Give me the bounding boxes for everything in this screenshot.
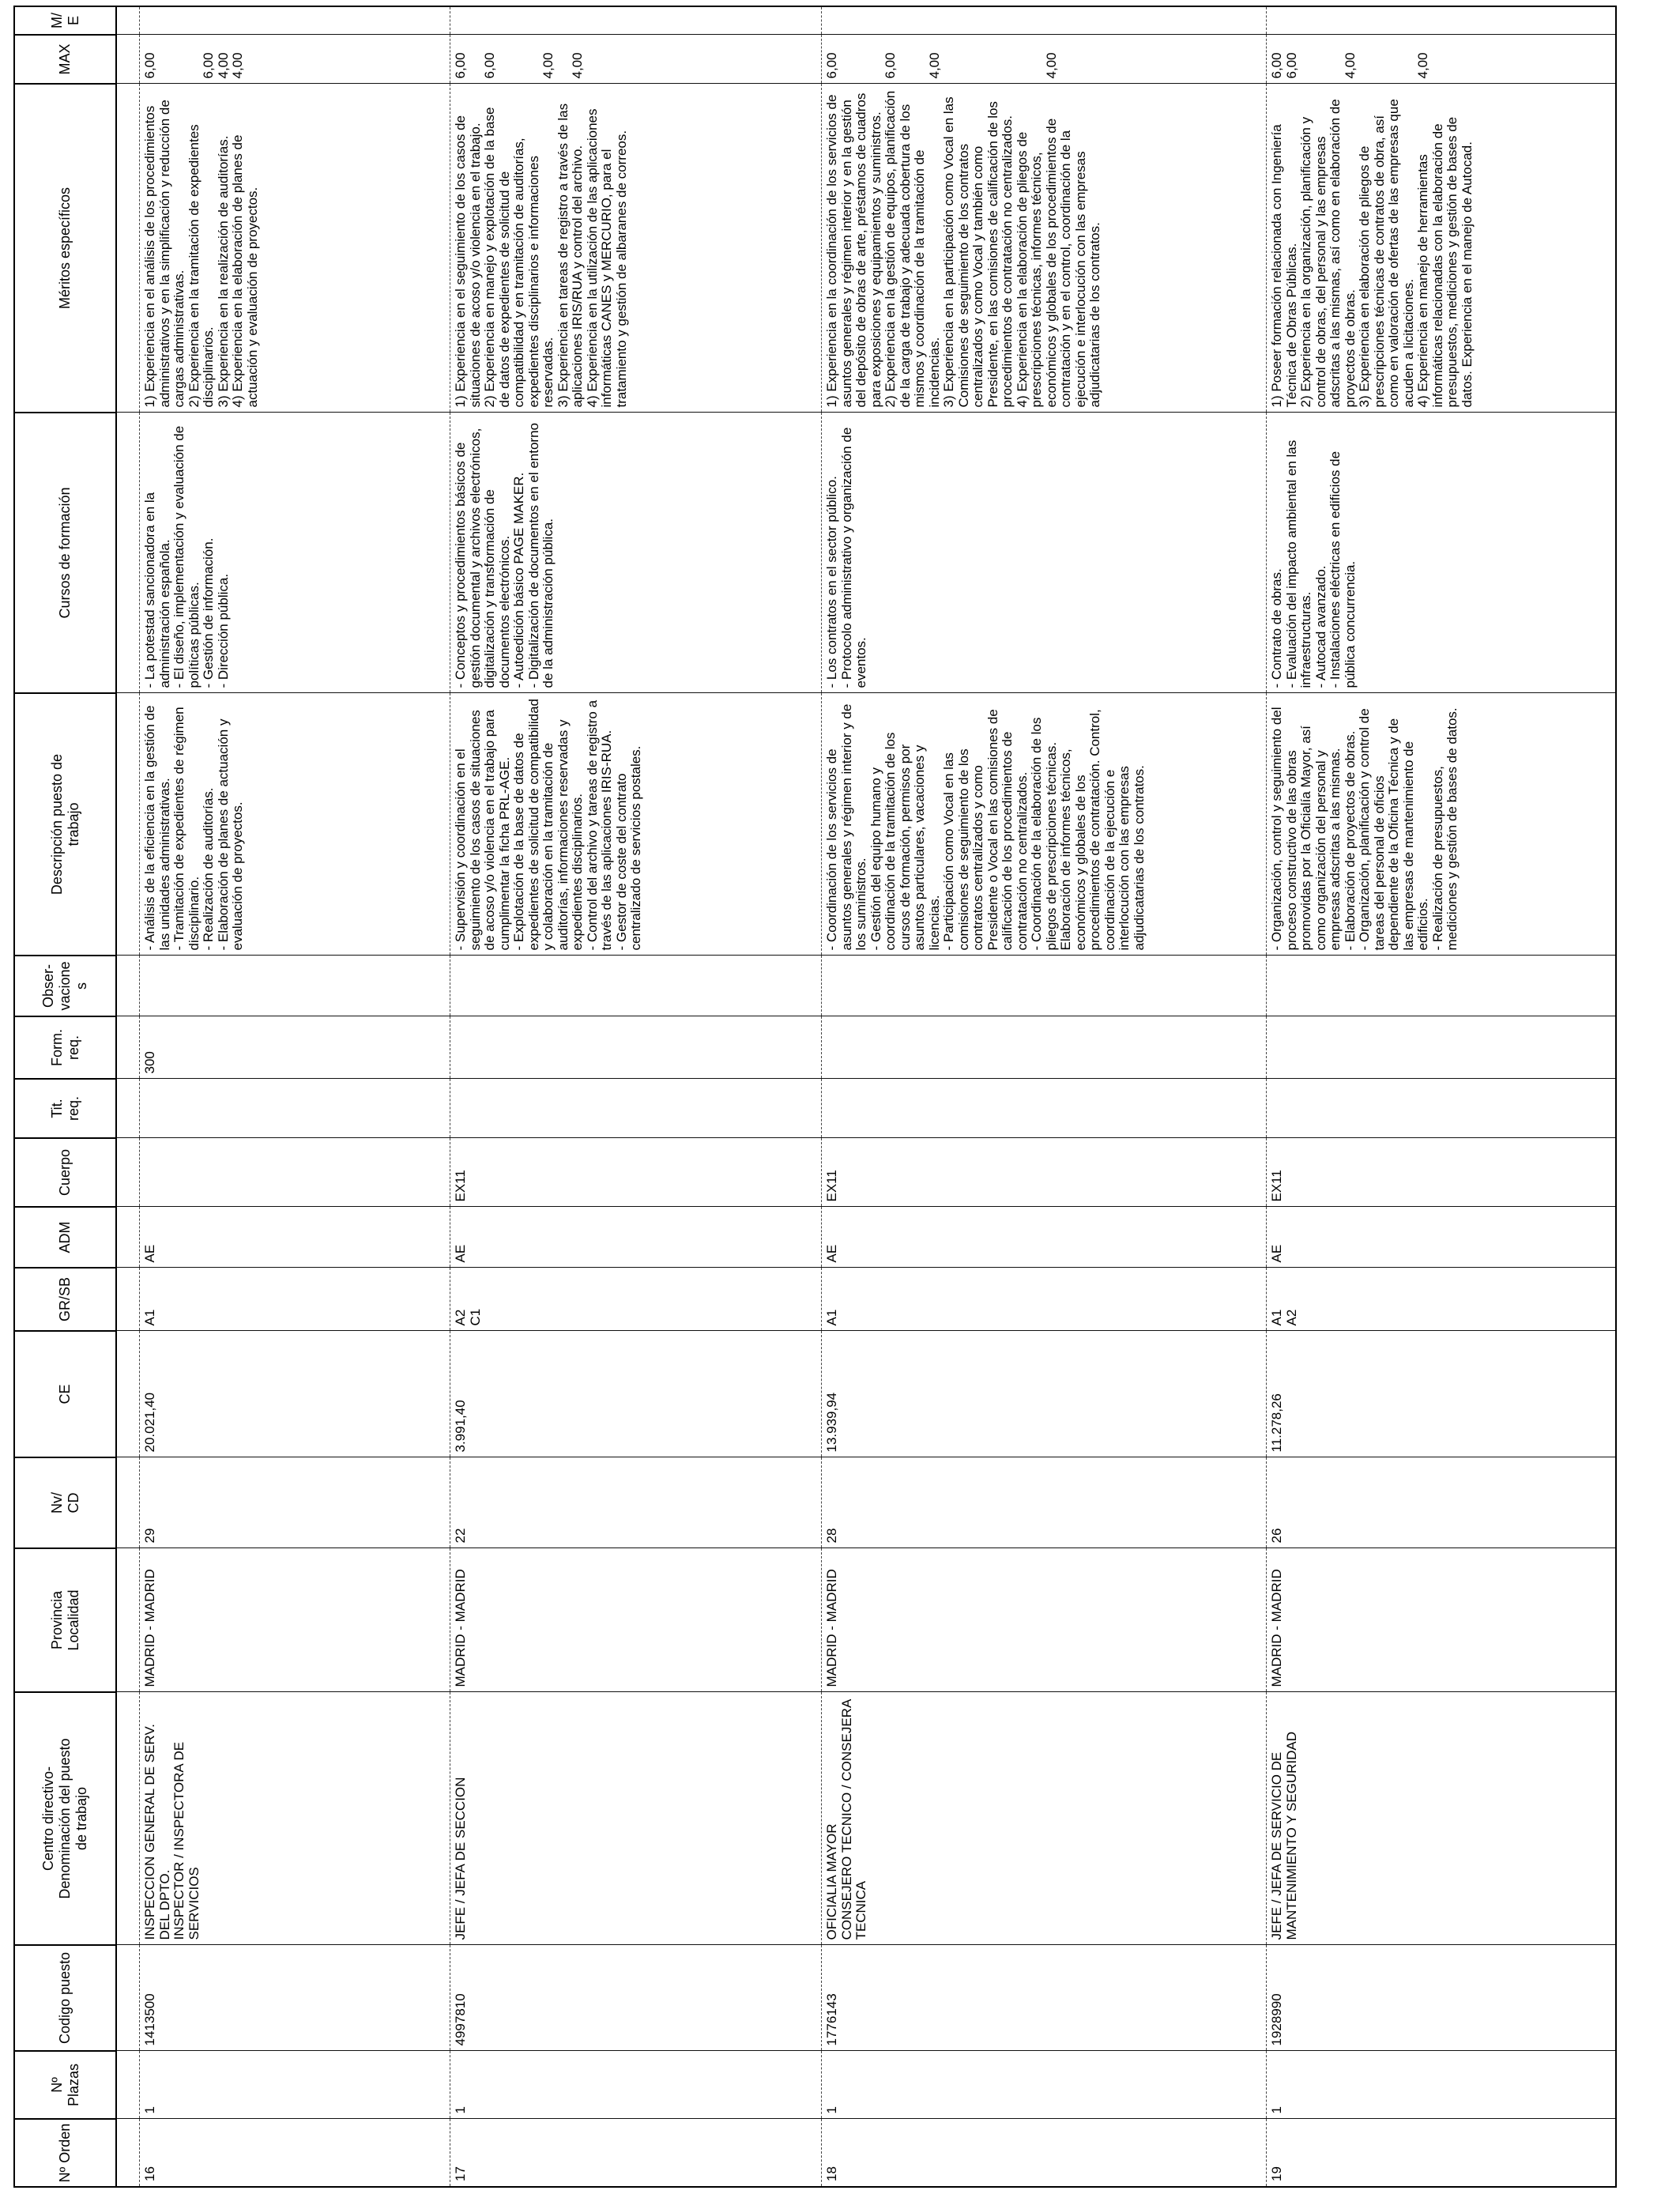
header-descripcion: Descripción puesto de trabajo <box>14 693 116 956</box>
max-score <box>469 40 484 79</box>
cell-titulacion <box>1267 1079 1616 1138</box>
cell-provincia <box>140 1548 450 1692</box>
value-provincia: MADRID - MADRID <box>453 1569 468 1687</box>
max-score <box>1299 40 1314 79</box>
value-formacion: 300 <box>142 1051 157 1074</box>
header-provincia: Provincia Localidad <box>14 1548 116 1692</box>
value-adm: AE <box>1269 1244 1284 1263</box>
max-score: 6,00 <box>201 52 216 79</box>
cell-formacion <box>450 1016 822 1079</box>
cell-observaciones <box>450 956 822 1016</box>
max-score <box>869 40 884 79</box>
cell-centro <box>822 1692 1267 1945</box>
cell-adm <box>140 1207 450 1268</box>
cell-max <box>140 35 450 84</box>
header-cursos: Cursos de formación <box>14 413 116 693</box>
value-provincia: MADRID - MADRID <box>824 1569 839 1687</box>
cell-orden <box>140 2119 450 2187</box>
cell-centro <box>140 1692 450 1945</box>
cell-cuerpo <box>140 1138 450 1207</box>
denominacion-puesto: JEFE / JEFA DE SECCION <box>453 1777 468 1940</box>
cell-orden <box>822 2119 1267 2187</box>
cell-max <box>822 35 1267 84</box>
max-score: 6,00 <box>883 52 898 79</box>
cell-cursos <box>1267 413 1616 693</box>
value-adm: AE <box>142 1244 157 1263</box>
cell-nivel <box>1267 1457 1616 1548</box>
value-grupo: A1 <box>824 1309 839 1326</box>
cell-adm <box>450 1207 822 1268</box>
cell-orden <box>1267 2119 1616 2187</box>
max-score: 4,00 <box>230 52 245 79</box>
cell-plazas <box>822 2051 1267 2119</box>
cell-ce <box>140 1331 450 1457</box>
cell-plazas <box>140 2051 450 2119</box>
value-nivel: 29 <box>142 1528 157 1544</box>
max-score <box>1314 40 1329 79</box>
value-codigo: 4997810 <box>453 1993 468 2046</box>
value-plazas: 1 <box>453 2106 468 2114</box>
cell-me <box>1267 6 1616 35</box>
max-score: 4,00 <box>1415 52 1430 79</box>
max-score <box>898 40 913 79</box>
max-score <box>158 40 173 79</box>
cell-codigo <box>140 1945 450 2051</box>
cell-descripcion <box>822 693 1267 956</box>
value-cursos: - Conceptos y procedimientos básicos de gestión documental y archivos electrónicos, digitalización y transformación de documentos electrónicos. - Autoedición básico PAGE MAKER. - Digitalización de documentos en el entorno de la administración pública. <box>453 423 556 688</box>
max-score <box>913 40 928 79</box>
cell-cursos <box>822 413 1267 693</box>
cell-grupo <box>450 1268 822 1331</box>
value-provincia: MADRID - MADRID <box>1269 1569 1284 1687</box>
value-nivel: 26 <box>1269 1528 1284 1544</box>
value-plazas: 1 <box>824 2106 839 2114</box>
cell-me <box>140 6 450 35</box>
cell-nivel <box>140 1457 450 1548</box>
max-score <box>556 40 571 79</box>
value-cuerpo: EX11 <box>453 1170 468 1202</box>
cell-grupo <box>1267 1268 1616 1331</box>
max-score <box>512 40 527 79</box>
max-score <box>1015 40 1030 79</box>
cell-observaciones <box>140 956 450 1016</box>
value-grupo: A1 A2 <box>1269 1309 1299 1326</box>
cell-max <box>1267 35 1616 84</box>
max-score: 6,00 <box>482 52 497 79</box>
max-score: 6,00 <box>453 52 468 79</box>
cell-cursos <box>450 413 822 693</box>
max-score <box>854 40 869 79</box>
value-descripcion: - Supervisión y coordinación en el seguimiento de los casos de situaciones de acoso y/o violencia en el trabajo para cumplimentar la ficha PRL-AGE. - Explotación de la base de datos de expedientes de solicitud de compatibilidad y colaboración en la tramitación de auditorías, informaciones reservadas y expedientes disciplinarios. - Control del archivo y tareas de registro a través de las aplicaciones IRIS-RUA. - Gestor de coste del contrato centralizado de servicios postales. <box>453 699 643 951</box>
header-formacion: Form. req. <box>14 1016 116 1079</box>
cell-centro <box>1267 1692 1616 1945</box>
value-meritos: 1) Experiencia en el análisis de los procedimientos administrativos y en la simplificación y reducción de cargas administrativas. 2) Experiencia en la tramitación de expedientes disciplinarios. 3) Experiencia en la realización de auditorías. 4) Experiencia en la elaboración de planes de actuación y evaluación de proyectos. <box>142 100 260 408</box>
header-codigo: Codigo puesto <box>14 1945 116 2051</box>
value-adm: AE <box>824 1244 839 1263</box>
header-titulacion: Tit. req. <box>14 1079 116 1138</box>
value-orden: 18 <box>824 2166 839 2181</box>
max-score: 6,00 <box>824 52 839 79</box>
value-meritos: 1) Experiencia en el seguimiento de los casos de situaciones de acoso y/o violencia en el trabajo. 2) Experiencia en manejo y explotación de la base de datos de expedientes de solicitud de compatibilidad y en tramitación de auditorías, expedientes disciplinarios e informaciones reservadas. 3) Experiencia en tareas de registro a través de las aplicaciones IRIS/RUA y control del archivo. 4) Experiencia en la utilización de las aplicaciones informáticas CANES y MERCURIO, para el tratamiento y gestión de albaranes de correos. <box>453 103 629 408</box>
value-cursos: - Los contratos en el sector público. - Protocolo administrativo y organización de eventos. <box>824 427 868 688</box>
value-plazas: 1 <box>142 2106 157 2114</box>
cell-titulacion <box>822 1079 1267 1138</box>
value-codigo: 1413500 <box>142 1993 157 2046</box>
max-score <box>1373 40 1388 79</box>
table-row <box>450 6 822 2187</box>
cell-me <box>822 6 1267 35</box>
value-orden: 16 <box>142 2166 157 2181</box>
cell-nivel <box>822 1457 1267 1548</box>
table-row <box>822 6 1267 2187</box>
cell-nivel <box>450 1457 822 1548</box>
value-nivel: 22 <box>453 1528 468 1544</box>
max-score <box>957 40 972 79</box>
value-meritos: 1) Poseer formación relacionada con Ingeniería Técnica de Obras Públicas. 2) Experiencia en la organización, planificación y control de obras, del personal y las empresas adscritas a las mismas, así como en elaboración de proyectos de obras. 3) Experiencia en elaboración de pliegos de prescripciones técnicas de contratos de obra, así como en valoración de ofertas de las empresas que acuden a licitaciones. 4) Experiencia en manejo de herramientas informáticas relacionadas con la elaboración de presupuestos, mediciones y gestión de bases de datos. Experiencia en el manejo de Autocad. <box>1269 99 1475 408</box>
max-score <box>1030 40 1045 79</box>
cell-ce <box>450 1331 822 1457</box>
max-score: 4,00 <box>541 52 556 79</box>
cell-centro <box>450 1692 822 1945</box>
table-row <box>1267 6 1616 2187</box>
cell-codigo <box>822 1945 1267 2051</box>
value-nivel: 28 <box>824 1528 839 1544</box>
cell-formacion <box>1267 1016 1616 1079</box>
cell-plazas <box>450 2051 822 2119</box>
cell-cuerpo <box>822 1138 1267 1207</box>
cell-provincia <box>822 1548 1267 1692</box>
cell-max <box>450 35 822 84</box>
max-score: 4,00 <box>1043 52 1059 79</box>
max-score <box>840 40 855 79</box>
header-meritos: Méritos específicos <box>14 84 116 413</box>
max-score <box>1387 40 1402 79</box>
max-score <box>172 40 187 79</box>
max-score: 6,00 <box>1269 52 1284 79</box>
value-plazas: 1 <box>1269 2106 1284 2114</box>
cell-provincia <box>1267 1548 1616 1692</box>
denominacion-puesto: INSPECTOR / INSPECTORA DE SERVICIOS <box>171 1741 202 1940</box>
cell-adm <box>822 1207 1267 1268</box>
value-provincia: MADRID - MADRID <box>142 1569 157 1687</box>
header-row <box>14 6 116 2187</box>
value-orden: 19 <box>1269 2166 1284 2181</box>
header-me: M/E <box>14 6 116 35</box>
value-descripcion: - Coordinación de los servicios de asuntos generales y régimen interior y de los suministros. - Gestión del equipo humano y coordinación de la tramitación de los cursos de formación, permisos por asuntos particulares, vacaciones y licencias. - Participación como Vocal en las comisiones de seguimiento de los contratos centralizados y como Presidente o Vocal en las comisiones de calificación de los procedimientos de contratación no centralizados. - Coordinación de la elaboración de los pliegos de prescripciones técnicas. Elaboración de informes técnicos, económicos y globales de los procedimientos de contratación. Control, coordinación de la ejecución e interlocución con las empresas adjudicatarias de los contratos. <box>824 703 1147 951</box>
max-score <box>1328 40 1343 79</box>
value-codigo: 1776143 <box>824 1993 839 2046</box>
cell-formacion <box>822 1016 1267 1079</box>
cell-descripcion <box>140 693 450 956</box>
cell-orden <box>450 2119 822 2187</box>
header-orden: Nº Orden <box>14 2119 116 2187</box>
cell-titulacion <box>450 1079 822 1138</box>
positions-table <box>13 6 1617 2188</box>
max-score: 6,00 <box>1283 52 1299 79</box>
cell-grupo <box>140 1268 450 1331</box>
max-score <box>187 40 202 79</box>
max-score <box>942 40 957 79</box>
max-score: 6,00 <box>142 52 157 79</box>
header-ce: CE <box>14 1331 116 1457</box>
value-codigo: 1928990 <box>1269 1993 1284 2046</box>
value-grupo: A1 <box>142 1309 157 1326</box>
value-cuerpo: EX11 <box>824 1170 839 1202</box>
cell-adm <box>1267 1207 1616 1268</box>
cell-me <box>450 6 822 35</box>
centro-directivo-label: INSPECCION GENERAL DE SERV. DEL DPTO. <box>142 1724 172 1940</box>
cell-titulacion <box>140 1079 450 1138</box>
max-score <box>498 40 513 79</box>
value-cursos: - Contrato de obras. - Evaluación del impacto ambiental en las infraestructuras. - Autocad avanzado. - Instalaciones eléctricas en edificios de pública concurrencia. <box>1269 439 1358 688</box>
value-meritos: 1) Experiencia en la coordinación de los servicios de asuntos generales y régimen interior y en la gestión del depósito de obras de arte, préstamos de cuadros para exposiciones y equipamientos y suministros. 2) Experiencia en la gestión de equipos, planificación de la carga de trabajo y adecuada cobertura de los mismos y coordinación de la tramitación de incidencias. 3) Experiencia en la participación como Vocal en las Comisiones de seguimiento de los contratos centralizados y como Vocal y también como Presidente, en las comisiones de calificación de los procedimientos de contratación no centralizados. 4) Experiencia en la elaboración de pliegos de prescripciones técnicas, informes técnicos, económicos y globales de los procedimientos de contratación y en el control, coordinación de la ejecución e interlocución con las empresas adjudicatarias de los contratos. <box>824 90 1102 408</box>
cell-codigo <box>1267 1945 1616 2051</box>
denominacion-puesto: JEFE / JEFA DE SERVICIO DE MANTENIMIENTO Y SEGURIDAD <box>1269 1731 1299 1940</box>
header-observaciones: Obser- vaciones <box>14 956 116 1016</box>
header-centro: Centro directivo- Denominación del puesto de trabajo <box>14 1692 116 1945</box>
max-score: 4,00 <box>570 52 585 79</box>
cell-meritos <box>822 84 1267 413</box>
cell-ce <box>822 1331 1267 1457</box>
value-grupo: A2 C1 <box>453 1308 483 1326</box>
value-descripcion: - Organización, control y seguimiento del proceso constructivo de las obras promovidas por la Oficialía Mayor, así como organización del personal y empresas adscritas a las mismas. - Elaboración de proyectos de obras. - Organización, planificación y control de tareas del personal de oficios dependiente de la Oficina Técnica y de las empresas de mantenimiento de edificios. - Realización de presupuestos, mediciones y gestión de bases de datos. <box>1269 707 1460 951</box>
value-descripcion: - Análisis de la eficiencia en la gestión de las unidades administrativas. - Tramitación de expedientes de régimen disciplinario. - Realización de auditorías. - Elaboración de planes de actuación y evaluación de proyectos. <box>142 705 245 951</box>
cell-ce <box>1267 1331 1616 1457</box>
max-score: 4,00 <box>1342 52 1358 79</box>
max-score <box>1358 40 1373 79</box>
cell-descripcion <box>450 693 822 956</box>
header-cuerpo: Cuerpo <box>14 1138 116 1207</box>
max-score <box>527 40 542 79</box>
max-score: 4,00 <box>926 52 942 79</box>
header-nivel: Nv/ CD <box>14 1457 116 1548</box>
header-grupo: GR/SB <box>14 1268 116 1331</box>
max-score: 4,00 <box>215 52 231 79</box>
cell-codigo <box>450 1945 822 2051</box>
cell-cuerpo <box>1267 1138 1616 1207</box>
cell-cuerpo <box>450 1138 822 1207</box>
cell-grupo <box>822 1268 1267 1331</box>
max-score <box>1402 40 1417 79</box>
max-score <box>1000 40 1015 79</box>
header-max: MAX <box>14 35 116 84</box>
table-row <box>140 6 450 2187</box>
cell-provincia <box>450 1548 822 1692</box>
centro-directivo-label: OFICIALIA MAYOR <box>824 1823 839 1940</box>
denominacion-puesto: CONSEJERO TECNICO / CONSEJERA TECNICA <box>838 1699 868 1940</box>
cell-cursos <box>140 413 450 693</box>
cell-observaciones <box>1267 956 1616 1016</box>
max-score <box>971 40 986 79</box>
value-ce: 3.991,40 <box>453 1400 468 1453</box>
cell-descripcion <box>1267 693 1616 956</box>
table-body <box>116 6 1616 2187</box>
cell-meritos <box>140 84 450 413</box>
header-adm: ADM <box>14 1207 116 1268</box>
max-score <box>986 40 1001 79</box>
header-plazas: Nº Plazas <box>14 2051 116 2119</box>
value-adm: AE <box>453 1244 468 1263</box>
value-orden: 17 <box>453 2166 468 2181</box>
spacer-row <box>116 6 140 2187</box>
value-cuerpo: EX11 <box>1269 1170 1284 1202</box>
value-ce: 13.939,94 <box>824 1392 839 1453</box>
value-ce: 11.278,26 <box>1269 1393 1284 1453</box>
value-cursos: - La potestad sancionadora en la administración española. - El diseño, implementación y evaluación de políticas públicas. - Gestión de información. - Dirección pública. <box>142 425 231 688</box>
cell-formacion <box>140 1016 450 1079</box>
value-ce: 20.021,40 <box>142 1392 157 1453</box>
cell-meritos <box>1267 84 1616 413</box>
cell-observaciones <box>822 956 1267 1016</box>
cell-plazas <box>1267 2051 1616 2119</box>
cell-meritos <box>450 84 822 413</box>
